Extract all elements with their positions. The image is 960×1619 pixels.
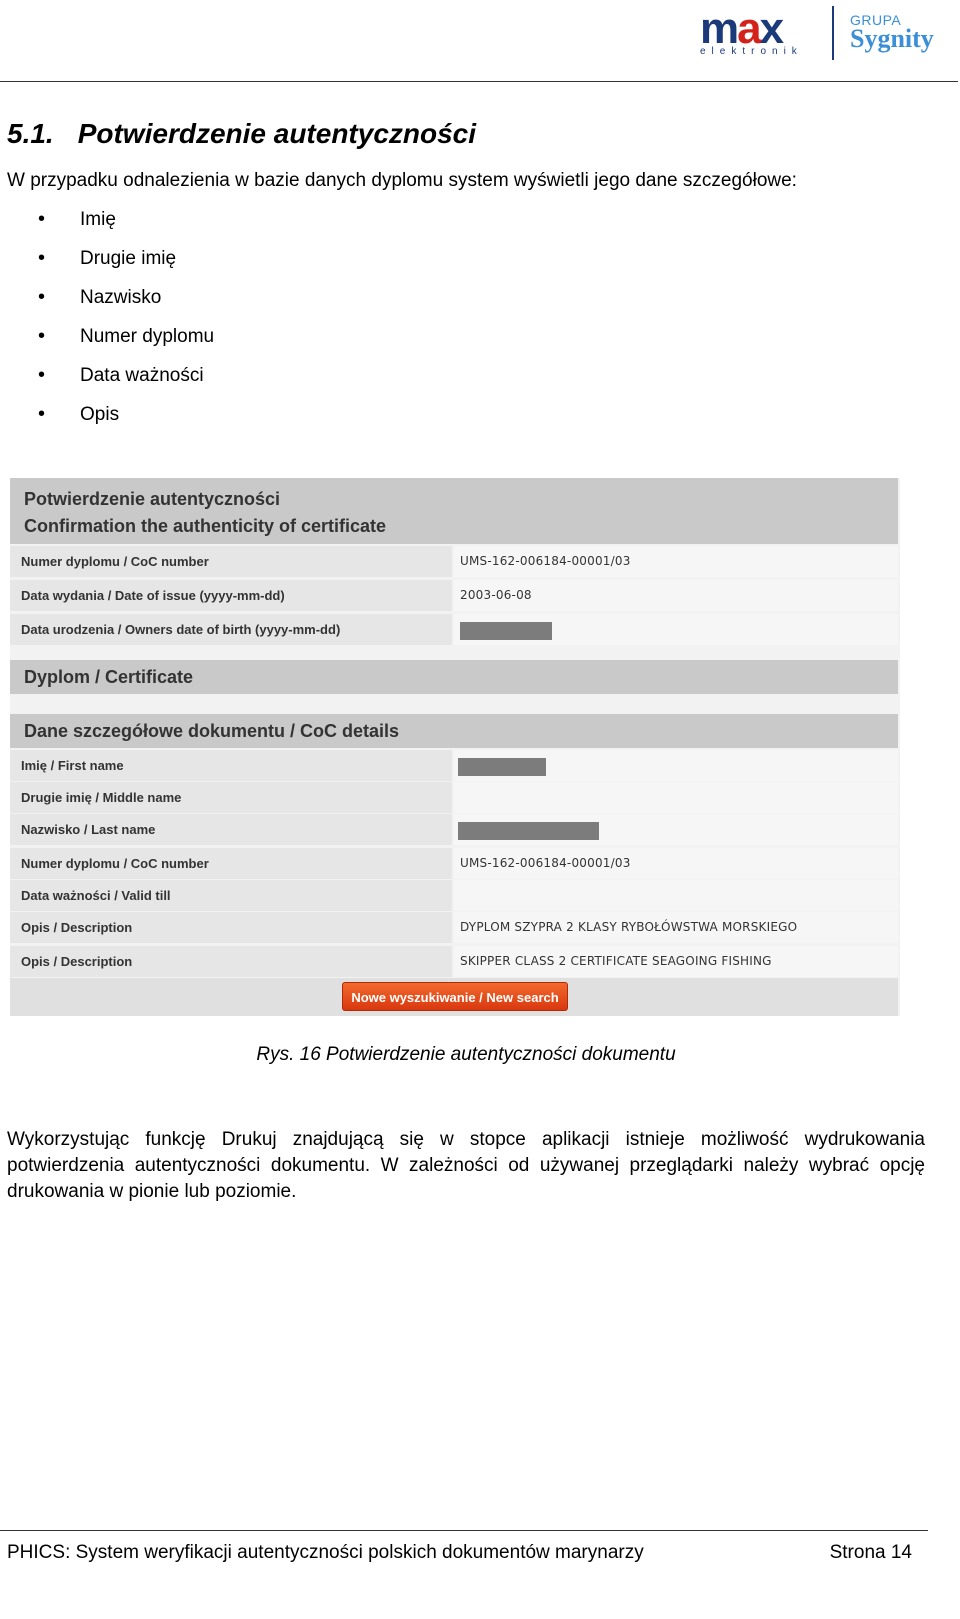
logo-subtitle: elektronik: [700, 46, 803, 57]
row-label: Numer dyplomu / CoC number: [10, 546, 452, 577]
row-value: [454, 814, 898, 845]
row-label: Drugie imię / Middle name: [10, 782, 452, 813]
button-bar: [10, 978, 898, 1016]
table-row: [10, 946, 898, 978]
redacted-value: [458, 758, 546, 776]
table-row: [10, 814, 898, 846]
app-screenshot: [10, 478, 900, 1016]
row-label: Imię / First name: [10, 750, 452, 781]
row-value: SKIPPER CLASS 2 CERTIFICATE SEAGOING FISHING: [454, 946, 898, 977]
list-item: • Data ważności: [38, 365, 214, 404]
intro-text: W przypadku odnalezienia w bazie danych dyplomu system wyświetli jego dane szczegółowe:: [7, 170, 797, 191]
table-row: [10, 614, 898, 646]
redacted-value: [458, 822, 599, 840]
row-label: Opis / Description: [10, 946, 452, 977]
new-search-button[interactable]: Nowe wyszukiwanie / New search: [342, 982, 568, 1011]
header-title-pl: Potwierdzenie autentyczności: [24, 489, 281, 509]
table-row: [10, 580, 898, 612]
list-item: • Drugie imię: [38, 248, 214, 287]
row-label: Data wydania / Date of issue (yyyy-mm-dd): [10, 580, 452, 611]
certificate-header: Dyplom / Certificate: [10, 660, 898, 694]
row-value: UMS-162-006184-00001/03: [454, 848, 898, 879]
field-list: [38, 209, 214, 443]
footer-page-number: Strona 14: [829, 1542, 912, 1563]
list-item: • Opis: [38, 404, 214, 443]
row-value: [454, 880, 898, 911]
footer-rule: [0, 1530, 928, 1531]
confirmation-header: [10, 478, 898, 544]
list-item: • Imię: [38, 209, 214, 248]
max-elektronik-logo: [698, 6, 818, 58]
table-row: [10, 546, 898, 578]
row-value: [454, 750, 898, 781]
row-value: [454, 614, 898, 645]
logo-wordmark: max: [700, 4, 783, 53]
group-label: GRUPA: [850, 12, 902, 28]
row-value: [454, 782, 898, 813]
details-header: Dane szczegółowe dokumentu / CoC details: [10, 714, 898, 748]
row-label: Data ważności / Valid till: [10, 880, 452, 911]
table-row: [10, 880, 898, 912]
list-item: • Nazwisko: [38, 287, 214, 326]
list-item: • Numer dyplomu: [38, 326, 214, 365]
section-title: Potwierdzenie autentyczności: [77, 118, 477, 149]
body-paragraph: Wykorzystując funkcję Drukuj znajdującą się w stopce aplikacji istnieje możliwość wydrukowania potwierdzenia autentyczności dokumentu. W zależności od używanej przeglądarki należy wybrać opcję drukowania w pionie lub poziomie.: [7, 1129, 925, 1202]
header-rule: [0, 81, 958, 82]
table-row: [10, 750, 898, 782]
row-label: Data urodzenia / Owners date of birth (yyyy-mm-dd): [10, 614, 452, 645]
group-name: Sygnity: [850, 24, 934, 53]
section-number: 5.1.: [7, 118, 54, 149]
figure-caption: Rys. 16 Potwierdzenie autentyczności dokumentu: [256, 1044, 676, 1065]
row-value: UMS-162-006184-00001/03: [454, 546, 898, 577]
row-label: Nazwisko / Last name: [10, 814, 452, 845]
header-title-en: Confirmation the authenticity of certificate: [24, 516, 387, 536]
row-value: DYPLOM SZYPRA 2 KLASY RYBOŁÓWSTWA MORSKIEGO: [454, 912, 898, 943]
logo-divider: [832, 6, 834, 60]
table-row: [10, 848, 898, 880]
redacted-value: [460, 622, 552, 640]
section-heading: [7, 118, 476, 150]
table-row: [10, 782, 898, 814]
table-row: [10, 912, 898, 944]
row-value: 2003-06-08: [454, 580, 898, 611]
row-label: Numer dyplomu / CoC number: [10, 848, 452, 879]
footer-document-title: PHICS: System weryfikacji autentyczności polskich dokumentów marynarzy: [7, 1542, 644, 1563]
sygnity-logo: [850, 12, 934, 54]
row-label: Opis / Description: [10, 912, 452, 943]
